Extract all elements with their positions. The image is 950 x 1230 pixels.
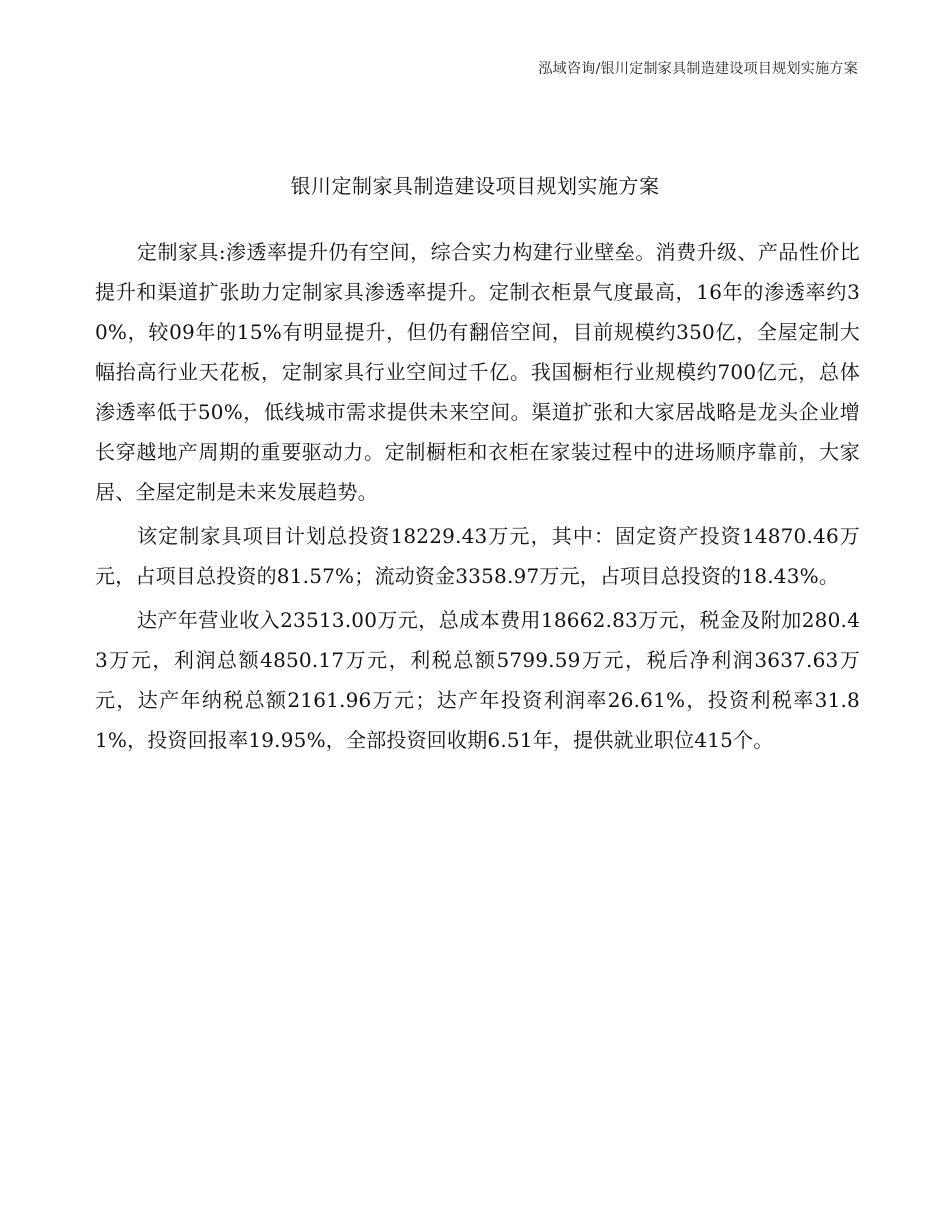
paragraph-market-overview: 定制家具:渗透率提升仍有空间，综合实力构建行业壁垒。消费升级、产品性价比提升和渠道扩张助力定制家具渗透率提升。定制衣柜景气度最高，16年的渗透率约30%，较09年的15%有明显提升，但仍有翻倍空间，目前规模约350亿，全屋定制大幅抬高行业天花板，定制家具行业空间过千亿。我国橱柜行业规模约700亿元，总体渗透率低于50%，低线城市需求提供未来空间。渠道扩张和大家居战略是龙头企业增长穿越地产周期的重要驱动力。定制橱柜和衣柜在家装过程中的进场顺序靠前，大家居、全屋定制是未来发展趋势。 (95, 240, 860, 504)
header-rule (92, 86, 858, 87)
paragraph-investment: 该定制家具项目计划总投资18229.43万元，其中：固定资产投资14870.46万元，占项目总投资的81.57%；流动资金3358.97万元，占项目总投资的18.43%。 (95, 524, 860, 588)
document-body (95, 232, 860, 764)
document-title: 银川定制家具制造建设项目规划实施方案 (290, 174, 660, 198)
paragraph-financials: 达产年营业收入23513.00万元，总成本费用18662.83万元，税金及附加280.43万元，利润总额4850.17万元，利税总额5799.59万元，税后净利润3637.63万元，达产年纳税总额2161.96万元；达产年投资利润率26.61%，投资利税率31.81%，投资回报率19.95%，全部投资回收期6.51年，提供就业职位415个。 (95, 608, 860, 752)
running-header: 泓域咨询/银川定制家具制造建设项目规划实施方案 (538, 61, 858, 77)
